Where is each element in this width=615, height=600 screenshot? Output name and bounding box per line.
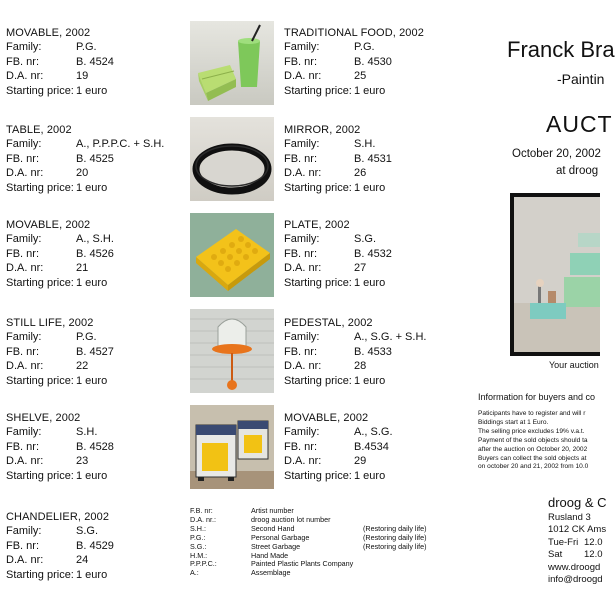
info-line: Biddings start at 1 Euro. — [478, 418, 549, 426]
info-line: on october 20 and 21, 2002 from 10.0 — [478, 463, 589, 471]
family-value: S.G. — [354, 233, 377, 246]
da-label: D.A. nr: — [284, 262, 322, 275]
lot-card — [284, 316, 426, 388]
price-value: 1 euro — [354, 276, 386, 289]
da-value: 21 — [76, 262, 89, 275]
price-value: 1 euro — [76, 84, 108, 97]
lot-card — [284, 411, 393, 483]
family-label: Family: — [284, 138, 320, 151]
photo-caption: Your auction — [549, 360, 599, 370]
family-value: A., S.G. — [354, 426, 393, 439]
family-value: P.G. — [76, 41, 97, 54]
family-value: P.G. — [76, 331, 97, 344]
lot-title: MOVABLE, 2002 — [284, 412, 369, 424]
lot-title: PLATE, 2002 — [284, 219, 350, 231]
price-label: Starting price: — [6, 568, 74, 581]
movable-cabinet-illustration — [190, 405, 274, 489]
da-label: D.A. nr: — [284, 360, 322, 373]
price-value: 1 euro — [354, 181, 386, 194]
info-line: Buyers can collect the sold objects at — [478, 454, 587, 462]
family-label: Family: — [6, 426, 42, 439]
fb-value: B.4534 — [354, 440, 389, 453]
info-line: Payment of the sold objects should ta — [478, 436, 588, 444]
price-value: 1 euro — [354, 374, 386, 387]
abbreviation-legend — [190, 507, 427, 578]
da-label: D.A. nr: — [284, 167, 322, 180]
fb-value: B. 4524 — [76, 55, 114, 68]
da-label: D.A. nr: — [6, 455, 44, 468]
lot-photo-mirror — [190, 117, 274, 201]
lot-photo-traditional-food — [190, 21, 274, 105]
da-value: 24 — [76, 554, 89, 567]
info-text — [478, 410, 588, 472]
legend-desc: Artist number — [251, 506, 294, 515]
family-label: Family: — [284, 426, 320, 439]
info-line: after the auction on October 20, 2002 — [478, 445, 588, 453]
family-label: Family: — [284, 41, 320, 54]
fb-value: B. 4532 — [354, 247, 392, 260]
legend-note: (Restoring daily life) — [363, 532, 427, 542]
legend-key: F.B. nr: — [190, 506, 213, 515]
food-container-cup-illustration — [190, 21, 274, 105]
lot-card — [6, 26, 114, 98]
lot-title: MOVABLE, 2002 — [6, 219, 91, 231]
family-value: S.G. — [76, 525, 99, 538]
price-value: 1 euro — [76, 276, 108, 289]
fb-value: B. 4530 — [354, 55, 392, 68]
auction-date: October 20, 2002 — [512, 148, 601, 160]
auction-photo — [510, 193, 600, 356]
fb-value: B. 4526 — [76, 247, 114, 260]
info-line: Paticipants have to register and will r — [478, 410, 586, 417]
website-link[interactable]: www.droogd — [548, 561, 601, 573]
legend-note: (Restoring daily life) — [363, 541, 427, 551]
legend-desc: Street Garbage — [251, 541, 301, 551]
price-value: 1 euro — [354, 469, 386, 482]
round-mirror-illustration — [190, 117, 274, 201]
lot-photo-pedestal — [190, 309, 274, 393]
legend-row — [190, 543, 427, 552]
pedestal-dome-illustration — [190, 309, 274, 393]
da-value: 28 — [354, 360, 367, 373]
da-value: 26 — [354, 167, 367, 180]
legend-key: D.A. nr.: — [190, 514, 216, 524]
fb-label: FB. nr: — [284, 345, 318, 358]
price-value: 1 euro — [76, 181, 108, 194]
family-value: A., S.H. — [76, 233, 114, 246]
legend-desc: Second Hand — [251, 523, 295, 533]
lot-title: SHELVE, 2002 — [6, 412, 81, 424]
lot-card — [6, 411, 114, 483]
family-value: P.G. — [354, 41, 375, 54]
price-label: Starting price: — [284, 276, 352, 289]
price-label: Starting price: — [284, 181, 352, 194]
legend-key: H.M.: — [190, 550, 208, 560]
da-value: 29 — [354, 455, 367, 468]
da-value: 23 — [76, 455, 89, 468]
legend-desc: Assemblage — [251, 568, 291, 578]
exhibition-subtitle: -Paintin — [557, 71, 605, 87]
hours-row — [548, 537, 606, 549]
family-label: Family: — [6, 331, 42, 344]
address-line: 1012 CK Ams — [548, 524, 607, 536]
da-label: D.A. nr: — [6, 360, 44, 373]
family-label: Family: — [6, 233, 42, 246]
lot-card — [284, 218, 392, 290]
auction-heading: AUCT — [546, 111, 613, 137]
fb-value: B. 4525 — [76, 152, 114, 165]
price-label: Starting price: — [284, 374, 352, 387]
auction-venue: at droog — [556, 165, 599, 177]
family-value: S.H. — [354, 138, 376, 151]
email-link[interactable]: info@droogd — [548, 574, 603, 586]
gallery-photo-illustration — [510, 193, 600, 356]
fb-label: FB. nr: — [6, 345, 40, 358]
hours-time: 12.0 — [584, 536, 603, 548]
legend-note: (Restoring daily life) — [363, 523, 427, 533]
fb-value: B. 4527 — [76, 345, 114, 358]
family-value: A., P.P.P.C. + S.H. — [76, 138, 165, 151]
lot-title: TRADITIONAL FOOD, 2002 — [284, 27, 424, 39]
price-label: Starting price: — [284, 469, 352, 482]
family-label: Family: — [6, 41, 42, 54]
da-label: D.A. nr: — [284, 455, 322, 468]
fb-label: FB. nr: — [284, 247, 318, 260]
legend-row — [190, 560, 427, 569]
hours-time: 12.0 — [584, 549, 603, 561]
legend-desc: Hand Made — [251, 550, 289, 560]
fb-value: B. 4528 — [76, 440, 114, 453]
legend-row — [190, 569, 427, 578]
da-value: 25 — [354, 70, 367, 83]
price-label: Starting price: — [6, 374, 74, 387]
fb-value: B. 4529 — [76, 539, 114, 552]
da-value: 22 — [76, 360, 89, 373]
info-heading: Information for buyers and co — [478, 392, 596, 402]
fb-label: FB. nr: — [6, 539, 40, 552]
legend-key: S.G.: — [190, 541, 207, 551]
price-label: Starting price: — [6, 181, 74, 194]
fb-label: FB. nr: — [6, 247, 40, 260]
info-line: The selling price excludes 19% v.a.t. — [478, 427, 585, 435]
fb-label: FB. nr: — [284, 152, 318, 165]
fb-label: FB. nr: — [6, 55, 40, 68]
legend-desc: Personal Garbage — [251, 532, 310, 542]
price-label: Starting price: — [6, 469, 74, 482]
hours-row — [548, 549, 606, 561]
lot-card — [6, 316, 114, 388]
da-label: D.A. nr: — [6, 70, 44, 83]
lot-photo-movable — [190, 405, 274, 489]
lot-title: PEDESTAL, 2002 — [284, 317, 373, 329]
organizer-contact — [548, 512, 606, 586]
lot-card — [284, 123, 392, 195]
organizer-name: droog & C — [548, 495, 607, 510]
legend-key: P.G.: — [190, 532, 206, 542]
lot-title: MIRROR, 2002 — [284, 124, 361, 136]
legend-key: P.P.P.C.: — [190, 559, 217, 569]
da-value: 27 — [354, 262, 367, 275]
lot-photo-plate — [190, 213, 274, 297]
artist-name: Franck Bra — [507, 37, 615, 62]
price-value: 1 euro — [76, 568, 108, 581]
fb-label: FB. nr: — [6, 440, 40, 453]
da-label: D.A. nr: — [284, 70, 322, 83]
family-value: A., S.G. + S.H. — [354, 331, 427, 344]
lot-title: TABLE, 2002 — [6, 124, 72, 136]
fb-label: FB. nr: — [6, 152, 40, 165]
da-label: D.A. nr: — [6, 167, 44, 180]
price-value: 1 euro — [76, 374, 108, 387]
hours-day: Sat — [548, 549, 563, 561]
legend-key: S.H.: — [190, 523, 206, 533]
lot-title: STILL LIFE, 2002 — [6, 317, 94, 329]
address-line: Rusland 3 — [548, 512, 591, 523]
lot-card — [6, 510, 114, 582]
price-value: 1 euro — [354, 84, 386, 97]
lot-title: MOVABLE, 2002 — [6, 27, 91, 39]
family-label: Family: — [284, 331, 320, 344]
lot-title: CHANDELIER, 2002 — [6, 511, 110, 523]
egg-tray-plate-illustration — [190, 213, 274, 297]
family-label: Family: — [284, 233, 320, 246]
price-label: Starting price: — [284, 84, 352, 97]
hours-day: Tue-Fri — [548, 536, 579, 548]
fb-label: FB. nr: — [284, 440, 318, 453]
da-value: 19 — [76, 70, 89, 83]
family-label: Family: — [6, 138, 42, 151]
lot-card — [6, 218, 114, 290]
legend-desc: Painted Plastic Plants Company — [251, 559, 354, 569]
lot-card — [284, 26, 424, 98]
legend-desc: droog auction lot number — [251, 514, 331, 524]
legend-key: A.: — [190, 568, 199, 578]
da-label: D.A. nr: — [6, 262, 44, 275]
family-value: S.H. — [76, 426, 98, 439]
price-label: Starting price: — [6, 276, 74, 289]
da-label: D.A. nr: — [6, 554, 44, 567]
da-value: 20 — [76, 167, 89, 180]
fb-label: FB. nr: — [284, 55, 318, 68]
fb-value: B. 4533 — [354, 345, 392, 358]
lot-card — [6, 123, 164, 195]
price-value: 1 euro — [76, 469, 108, 482]
family-label: Family: — [6, 525, 42, 538]
fb-value: B. 4531 — [354, 152, 392, 165]
price-label: Starting price: — [6, 84, 74, 97]
